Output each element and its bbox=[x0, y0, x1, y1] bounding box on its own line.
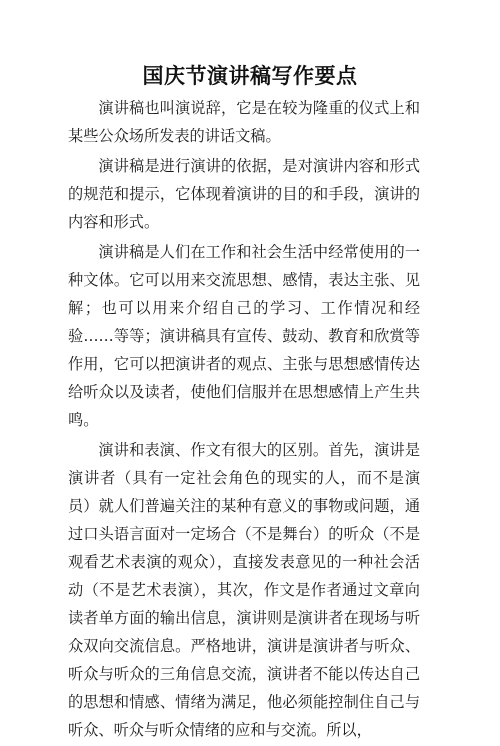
document-title: 国庆节演讲稿写作要点 bbox=[142, 63, 358, 88]
paragraph: 演讲和表演、作文有很大的区别。首先，演讲是演讲者（具有一定社会角色的现实的人，而不是演员）就人们普遍关注的某种有意义的事物或问题，通过口头语言面对一定场合（不是舞台）的听众（不是观看艺术表演的观众），直接发表意见的一种社会活动（不是艺术表演），其次，作文是作者通过文章向读者单方面的输出信息，演讲则是演讲者在现场与听众双向交流信息。严格地讲，演讲是演讲者与听众、听众与听众的三角信息交流，演讲者不能以传达自己的思想和情感、情绪为满足，他必须能控制住自己与听众、听众与听众情绪的应和与交流。所以， bbox=[68, 441, 420, 739]
paragraph: 演讲稿是进行演讲的依据，是对演讲内容和形式的规范和提示，它体现着演讲的目的和手段，演讲的内容和形式。 bbox=[68, 157, 420, 231]
paragraph: 演讲稿也叫演说辞，它是在较为隆重的仪式上和某些公众场所发表的讲话文稿。 bbox=[68, 99, 420, 145]
paragraph: 演讲稿是人们在工作和社会生活中经常使用的一种文体。它可以用来交流思想、感情，表达主张、见解；也可以用来介绍自己的学习、工作情况和经验……等等；演讲稿具有宣传、鼓动、教育和欣赏等作用，它可以把演讲者的观点、主张与思想感情传达给听众以及读者，使他们信服并在思想感情上产生共鸣。 bbox=[68, 243, 420, 429]
document-body bbox=[68, 94, 420, 746]
